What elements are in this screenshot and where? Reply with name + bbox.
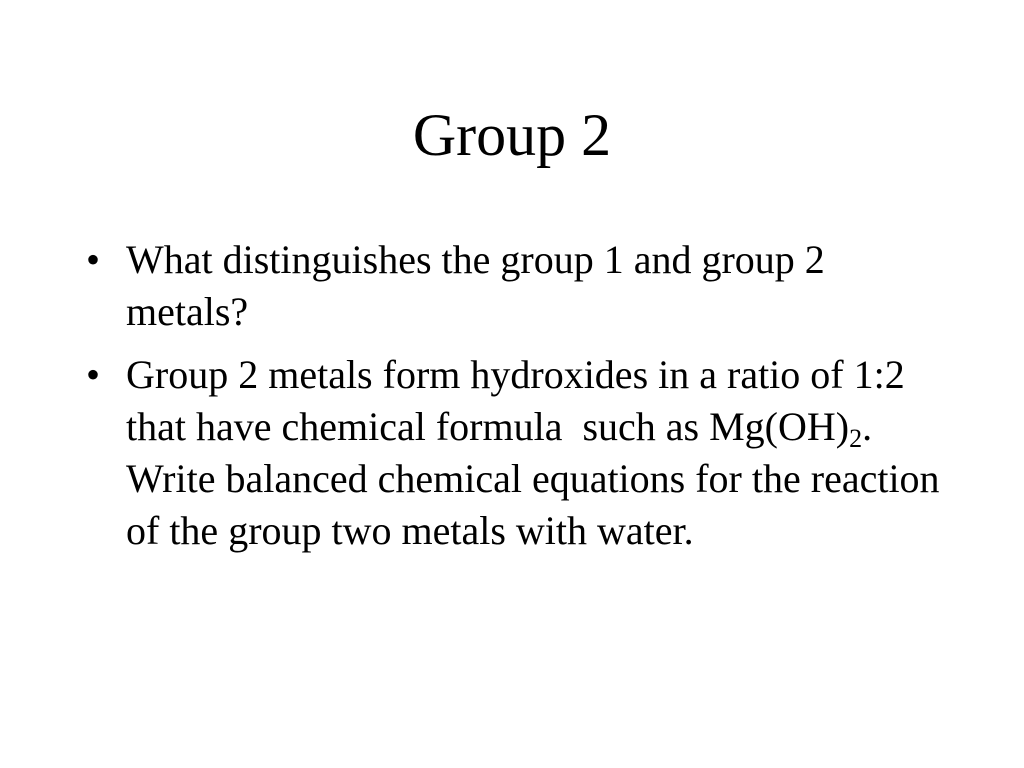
formula-subscript: 2 (849, 424, 863, 453)
bullet-icon: • (86, 352, 101, 397)
bullet-item-1 (80, 234, 940, 338)
bullet-list (80, 234, 940, 568)
slide-title: Group 2 (412, 102, 612, 168)
bullet-text-2-part-1: Group 2 metals form hydroxides in a ratio of 1:2 that have chemical formula such as Mg(OH) (126, 352, 905, 449)
bullet-text-1: What distinguishes the group 1 and group 2 metals? (126, 237, 825, 334)
bullet-icon: • (86, 237, 101, 282)
bullet-text-2-part-2: . Write balanced chemical equations for the reaction of the group two metals with water. (126, 404, 940, 553)
bullet-text-2 (126, 352, 940, 553)
bullet-item-2 (80, 349, 940, 557)
